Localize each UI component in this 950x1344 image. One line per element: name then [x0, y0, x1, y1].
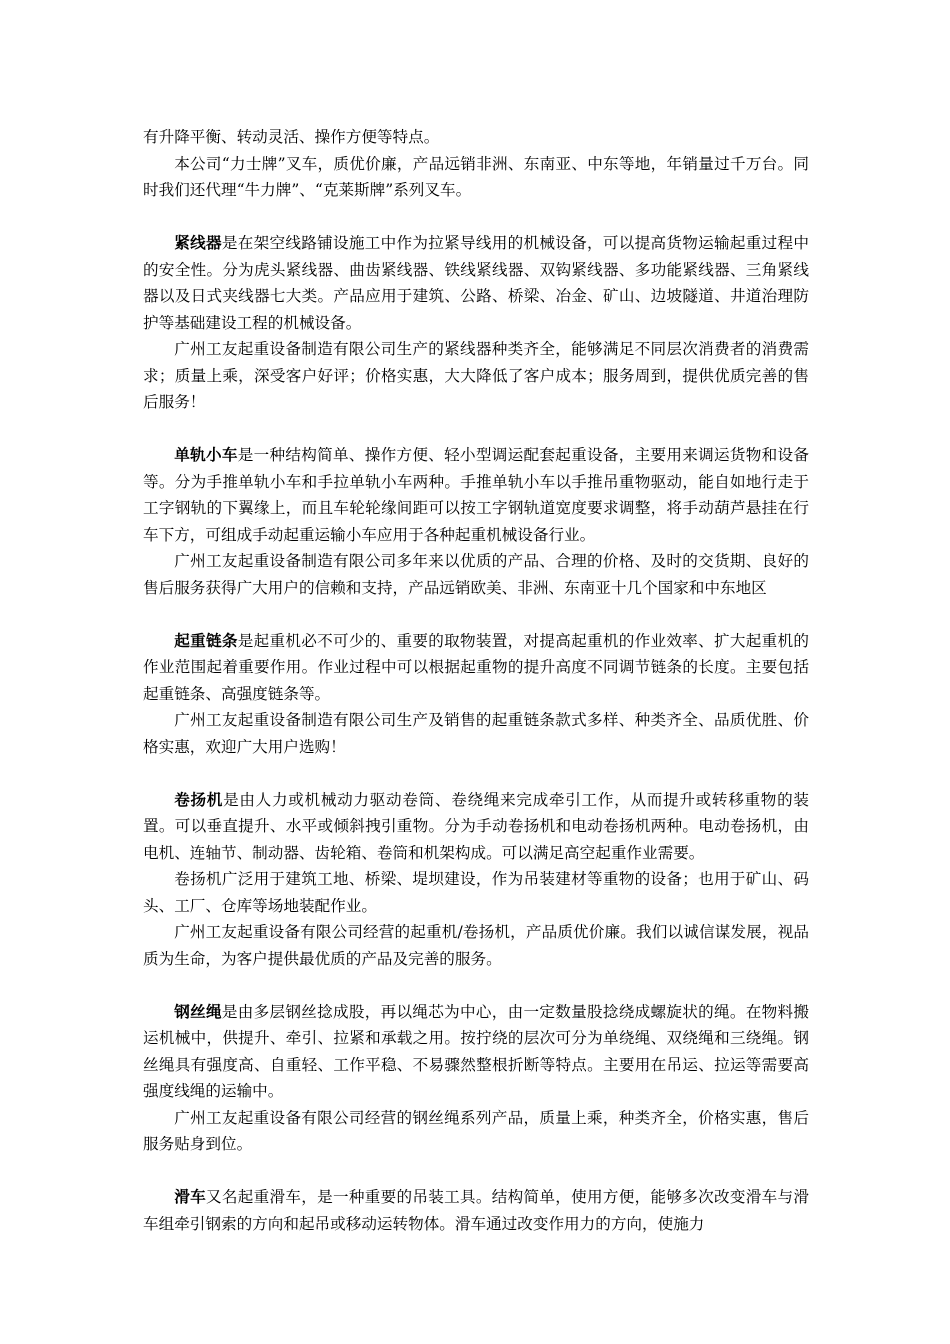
term-heading: 卷扬机 [174, 789, 224, 809]
term-heading: 起重链条 [174, 630, 238, 650]
section-gangsisheng-intro [143, 999, 809, 1105]
term-heading: 单轨小车 [174, 445, 238, 464]
paragraph-gap [143, 972, 809, 999]
paragraph-gap [143, 601, 809, 628]
term-description: 又名起重滑车，是一种重要的吊装工具。结构简单，使用方便，能够多次改变滑车与滑车组牵引钢索的方向和起吊或移动运转物体。滑车通过改变作用力的方向，使施力 [143, 1188, 809, 1233]
paragraph-gap [143, 1158, 809, 1185]
term-description: 是在架空线路铺设施工中作为拉紧导线用的机械设备，可以提高货物运输起重过程中的安全性。分为虎头紧线器、曲齿紧线器、铁线紧线器、双钩紧线器、多功能紧线器、三角紧线器以及日式夹线器七大类。产品应用于建筑、公路、桥梁、冶金、矿山、边坡隧道、井道治理防护等基础建设工程的机械设备。 [143, 234, 809, 332]
intro-paragraph: 有升降平衡、转动灵活、操作方便等特点。 [143, 128, 440, 146]
paragraph-gap [143, 416, 809, 443]
paragraph-gap [143, 204, 809, 231]
body-paragraph: 广州工友起重设备制造有限公司多年来以优质的产品、合理的价格、及时的交货期、良好的售后服务获得广大用户的信赖和支持，产品远销欧美、非洲、东南亚十几个国家和中东地区 [143, 552, 809, 597]
term-heading: 紧线器 [174, 233, 222, 252]
body-paragraph: 广州工友起重设备有限公司经营的起重机/卷扬机，产品质优价廉。我们以诚信谋发展，视品质为生命，为客户提供最优质的产品及完善的服务。 [143, 923, 809, 968]
document-body [143, 124, 809, 1237]
term-heading: 钢丝绳 [174, 1001, 222, 1021]
body-paragraph: 广州工友起重设备制造有限公司生产及销售的起重链条款式多样、种类齐全、品质优胜、价格实惠，欢迎广大用户选购！ [143, 711, 809, 756]
term-heading: 滑车 [174, 1187, 206, 1206]
section-juanyangji-intro [143, 787, 809, 867]
section-huache-intro [143, 1184, 809, 1237]
term-description: 是由多层钢丝捻成股，再以绳芯为中心，由一定数量股捻绕成螺旋状的绳。在物料搬运机械中，供提升、牵引、拉紧和承载之用。按拧绕的层次可分为单绕绳、双绕绳和三绕绳。钢丝绳具有强度高、自重轻、工作平稳、不易骤然整根折断等特点。主要用在吊运、拉运等需要高强度线绳的运输中。 [143, 1002, 809, 1100]
term-description: 是起重机必不可少的、重要的取物装置，对提高起重机的作业效率、扩大起重机的作业范围起着重要作用。作业过程中可以根据起重物的提升高度不同调节链条的长度。主要包括起重链条、高强度链条等。 [143, 631, 809, 703]
section-dangui-intro [143, 442, 809, 548]
body-paragraph: 卷扬机广泛用于建筑工地、桥梁、堤坝建设，作为吊装建材等重物的设备；也用于矿山、码头、工厂、仓库等场地装配作业。 [143, 870, 809, 915]
term-description: 是由人力或机械动力驱动卷筒、卷绕绳来完成牵引工作，从而提升或转移重物的装置。可以垂直提升、水平或倾斜拽引重物。分为手动卷扬机和电动卷扬机两种。电动卷扬机，由电机、连轴节、制动器、齿轮箱、卷筒和机架构成。可以满足高空起重作业需要。 [143, 790, 809, 862]
term-description: 是一种结构简单、操作方便、轻小型调运配套起重设备，主要用来调运货物和设备等。分为手推单轨小车和手拉单轨小车两种。手推单轨小车以手推吊重物驱动，能自如地行走于工字钢轨的下翼缘上，而且车轮轮缘间距可以按工字钢轨道宽度要求调整，将手动葫芦悬挂在行车下方，可组成手动起重运输小车应用于各种起重机械设备行业。 [143, 446, 809, 544]
paragraph-gap [143, 760, 809, 787]
body-paragraph: 广州工友起重设备制造有限公司生产的紧线器种类齐全，能够满足不同层次消费者的消费需求；质量上乘，深受客户好评；价格实惠，大大降低了客户成本；服务周到，提供优质完善的售后服务！ [143, 340, 809, 411]
body-paragraph: 广州工友起重设备有限公司经营的钢丝绳系列产品，质量上乘，种类齐全，价格实惠，售后服务贴身到位。 [143, 1108, 809, 1153]
section-jinxianqi-intro [143, 230, 809, 336]
intro-paragraph: 本公司“力士牌”叉车，质优价廉，产品远销非洲、东南亚、中东等地，年销量过千万台。同时我们还代理“牛力牌”、“克莱斯牌”系列叉车。 [143, 154, 809, 199]
section-lianzhao-intro [143, 628, 809, 708]
